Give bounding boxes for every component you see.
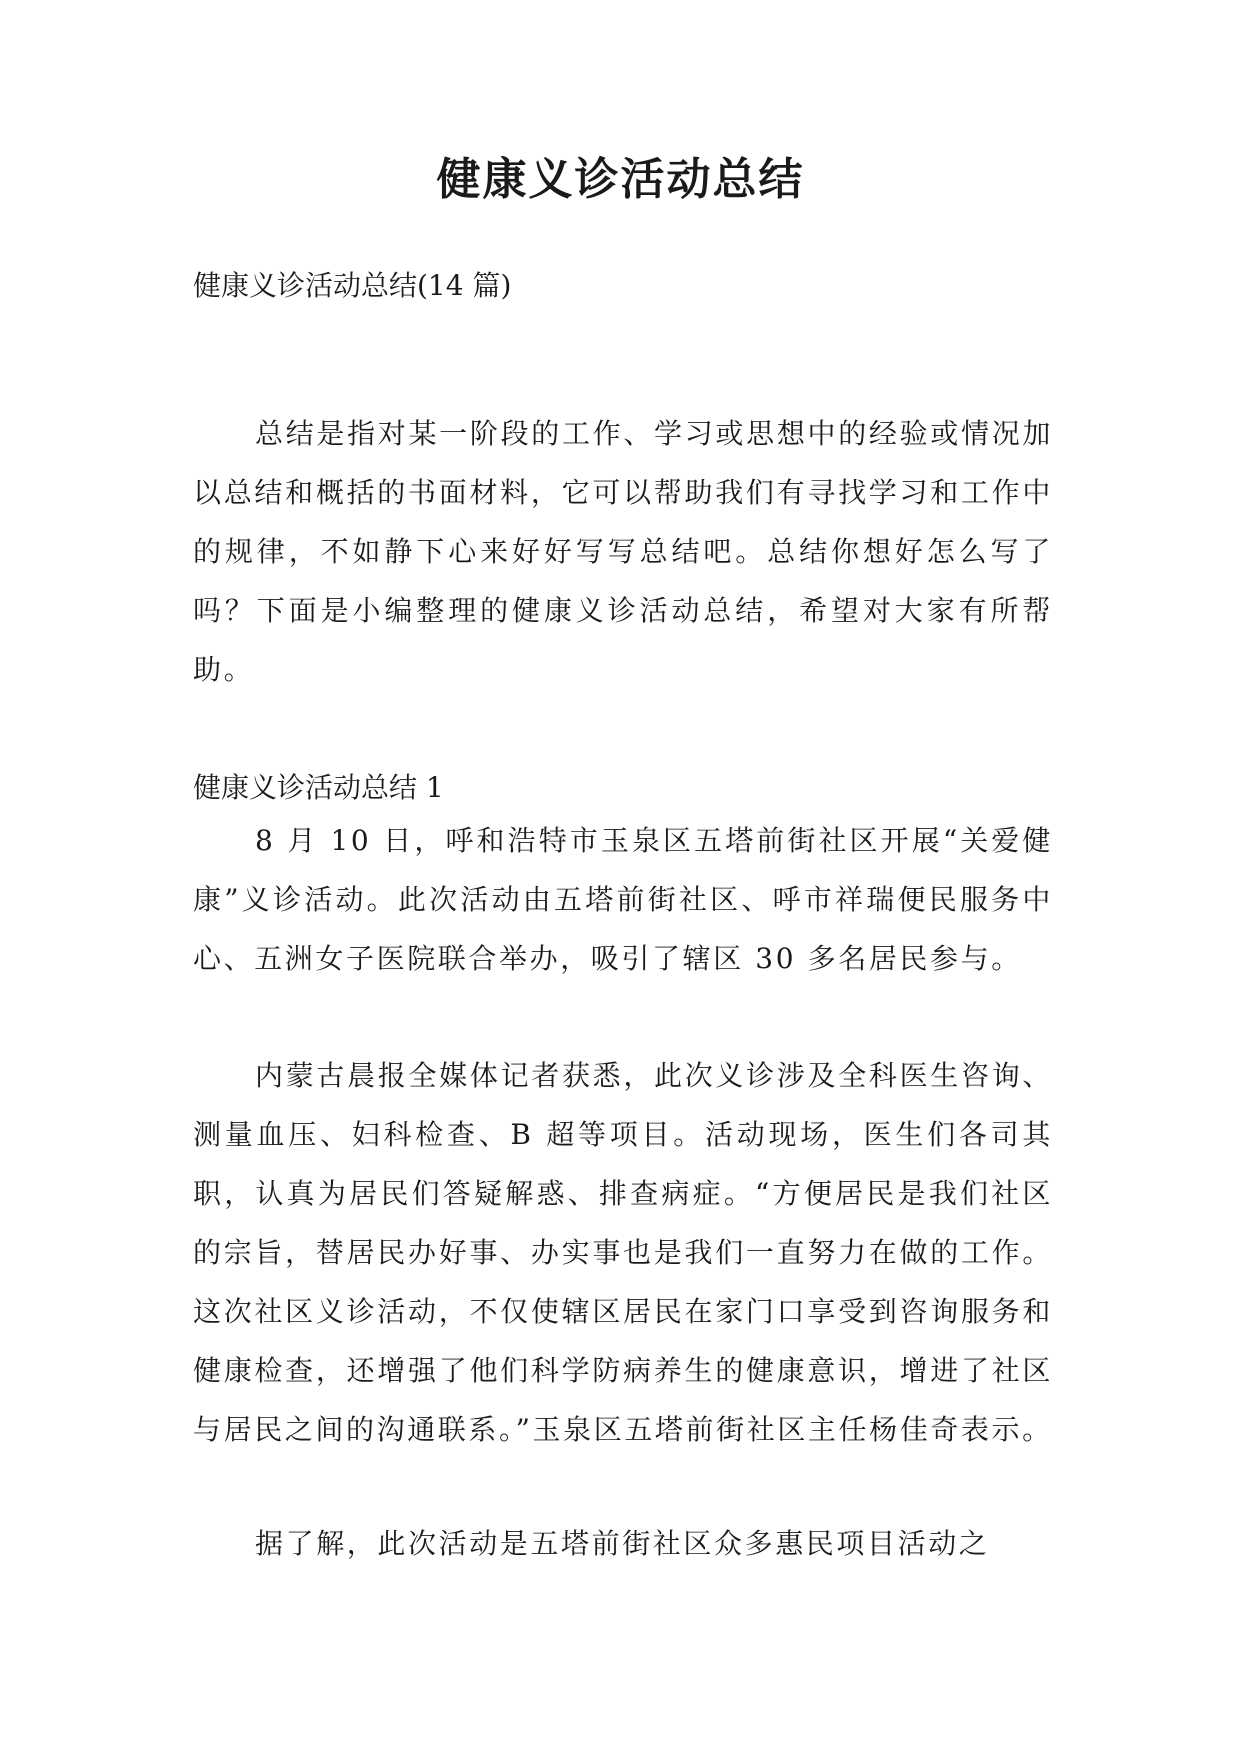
intro-paragraph: 总结是指对某一阶段的工作、学习或思想中的经验或情况加以总结和概括的书面材料，它可以帮助我们有寻找学习和工作中的规律，不如静下心来好好写写总结吧。总结你想好怎么写了吗？下面是小编整理的健康义诊活动总结，希望对大家有所帮助。 <box>193 417 1053 686</box>
section-heading: 健康义诊活动总结 1 <box>193 771 444 804</box>
body-paragraph-3: 据了解，此次活动是五塔前街社区众多惠民项目活动之 <box>255 1527 990 1560</box>
document-title: 健康义诊活动总结 <box>436 154 805 205</box>
body-paragraph-1: 8 月 10 日，呼和浩特市玉泉区五塔前街社区开展“关爱健康”义诊活动。此次活动由五塔前街社区、呼市祥瑞便民服务中心、五洲女子医院联合举办，吸引了辖区 30 多名居民参与。 <box>193 824 1053 975</box>
document-subtitle: 健康义诊活动总结(14 篇) <box>193 269 512 302</box>
body-paragraph-2: 内蒙古晨报全媒体记者获悉，此次义诊涉及全科医生咨询、测量血压、妇科检查、B 超等项目。活动现场，医生们各司其职，认真为居民们答疑解惑、排查病症。“方便居民是我们社区的宗旨，替居民办好事、办实事也是我们一直努力在做的工作。这次社区义诊活动，不仅使辖区居民在家门口享受到咨询服务和健康检查，还增强了他们科学防病养生的健康意识，增进了社区与居民之间的沟通联系。”玉泉区五塔前街社区主任杨佳奇表示。 <box>193 1059 1053 1446</box>
